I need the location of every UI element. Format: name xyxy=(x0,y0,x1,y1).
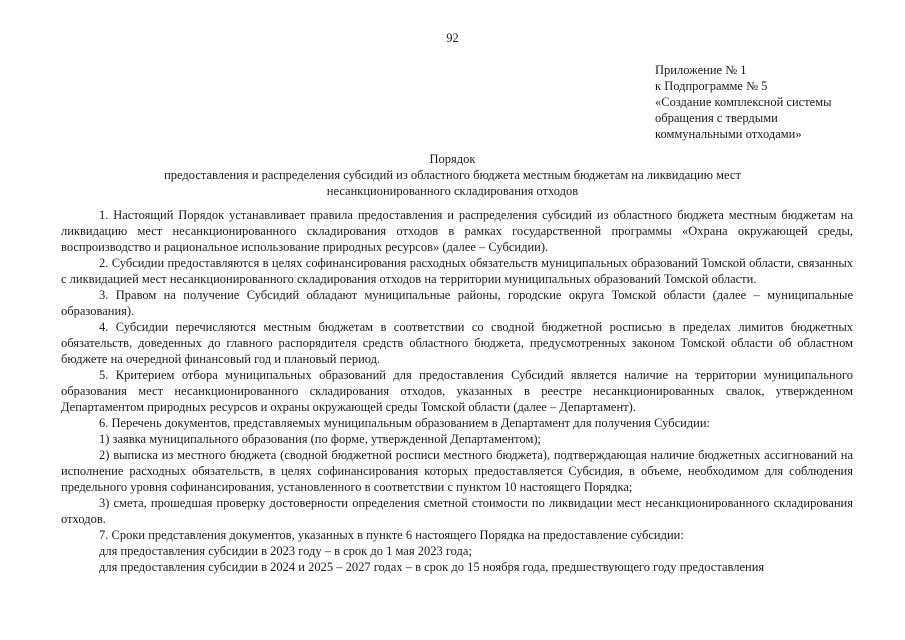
paragraph-1: 1. Настоящий Порядок устанавливает правила предоставления и распределения субсидий из областного бюджета местным бюджетам на ликвидацию мест несанкционированного складирования отходов в рамках государственной программы «Охрана окружающей среды, воспроизводство и рациональное использование природных ресурсов» (далее – Субсидии). xyxy=(61,208,853,254)
list-item-1: 1) заявка муниципального образования (по форме, утвержденной Департаментом); xyxy=(99,432,542,446)
appendix-header xyxy=(655,62,895,142)
paragraph-3: 3. Правом на получение Субсидий обладают муниципальные районы, городские округа Томской области (далее – муниципальные образования). xyxy=(61,288,853,318)
document-title xyxy=(50,151,855,199)
list-item-3: 3) смета, прошедшая проверку достоверности определения сметной стоимости по ликвидации мест несанкционированного складирования отходов. xyxy=(61,496,853,526)
list-item-2: 2) выписка из местного бюджета (сводной бюджетной росписи местного бюджета), подтверждающая наличие бюджетных ассигнований на исполнение расходных обязательств, в целях софинансирования которых предоставляется Субсидия, в объеме, необходимом для соблюдения предельного уровня софинансирования, установленного в соответствии с пунктом 10 настоящего Порядка; xyxy=(61,448,853,494)
appendix-line: «Создание комплексной системы xyxy=(655,95,832,109)
title-line: несанкционированного складирования отходов xyxy=(326,184,579,198)
deadline-2024-2027: для предоставления субсидии в 2024 и 2025 – 2027 годах – в срок до 15 ноября года, предшествующего году предоставления xyxy=(99,560,765,574)
document-body xyxy=(61,207,853,575)
paragraph-7: 7. Сроки представления документов, указанных в пункте 6 настоящего Порядка на предоставление субсидии: xyxy=(99,528,684,542)
deadline-2023: для предоставления субсидии в 2023 году – в срок до 1 мая 2023 года; xyxy=(99,544,472,558)
paragraph-5: 5. Критерием отбора муниципальных образований для предоставления Субсидий является наличие на территории муниципального образования мест несанкционированного складирования отходов, указанных в реестре несанкционированных свалок, утвержденном Департаментом природных ресурсов и охраны окружающей среды Томской области (далее – Департамент). xyxy=(61,368,853,414)
appendix-line: коммунальными отходами» xyxy=(655,127,802,141)
page-number: 92 xyxy=(446,31,459,45)
appendix-line: к Подпрограмме № 5 xyxy=(655,79,768,93)
appendix-line: Приложение № 1 xyxy=(655,63,747,77)
title-line: предоставления и распределения субсидий из областного бюджета местным бюджетам на ликвидацию мест xyxy=(164,168,741,182)
appendix-line: обращения с твердыми xyxy=(655,111,778,125)
title-line: Порядок xyxy=(429,152,476,166)
paragraph-4: 4. Субсидии перечисляются местным бюджетам в соответствии со сводной бюджетной росписью в пределах лимитов бюджетных обязательств, доведенных до главного распорядителя средств областного бюджета, предусмотренных законом Томской области об областном бюджете на очередной финансовый год и плановый период. xyxy=(61,320,853,366)
paragraph-6: 6. Перечень документов, представляемых муниципальным образованием в Департамент для получения Субсидии: xyxy=(99,416,711,430)
paragraph-2: 2. Субсидии предоставляются в целях софинансирования расходных обязательств муниципальных образований Томской области, связанных с ликвидацией мест несанкционированного складирования отходов на территории муниципальных образований Томской области. xyxy=(61,256,853,286)
